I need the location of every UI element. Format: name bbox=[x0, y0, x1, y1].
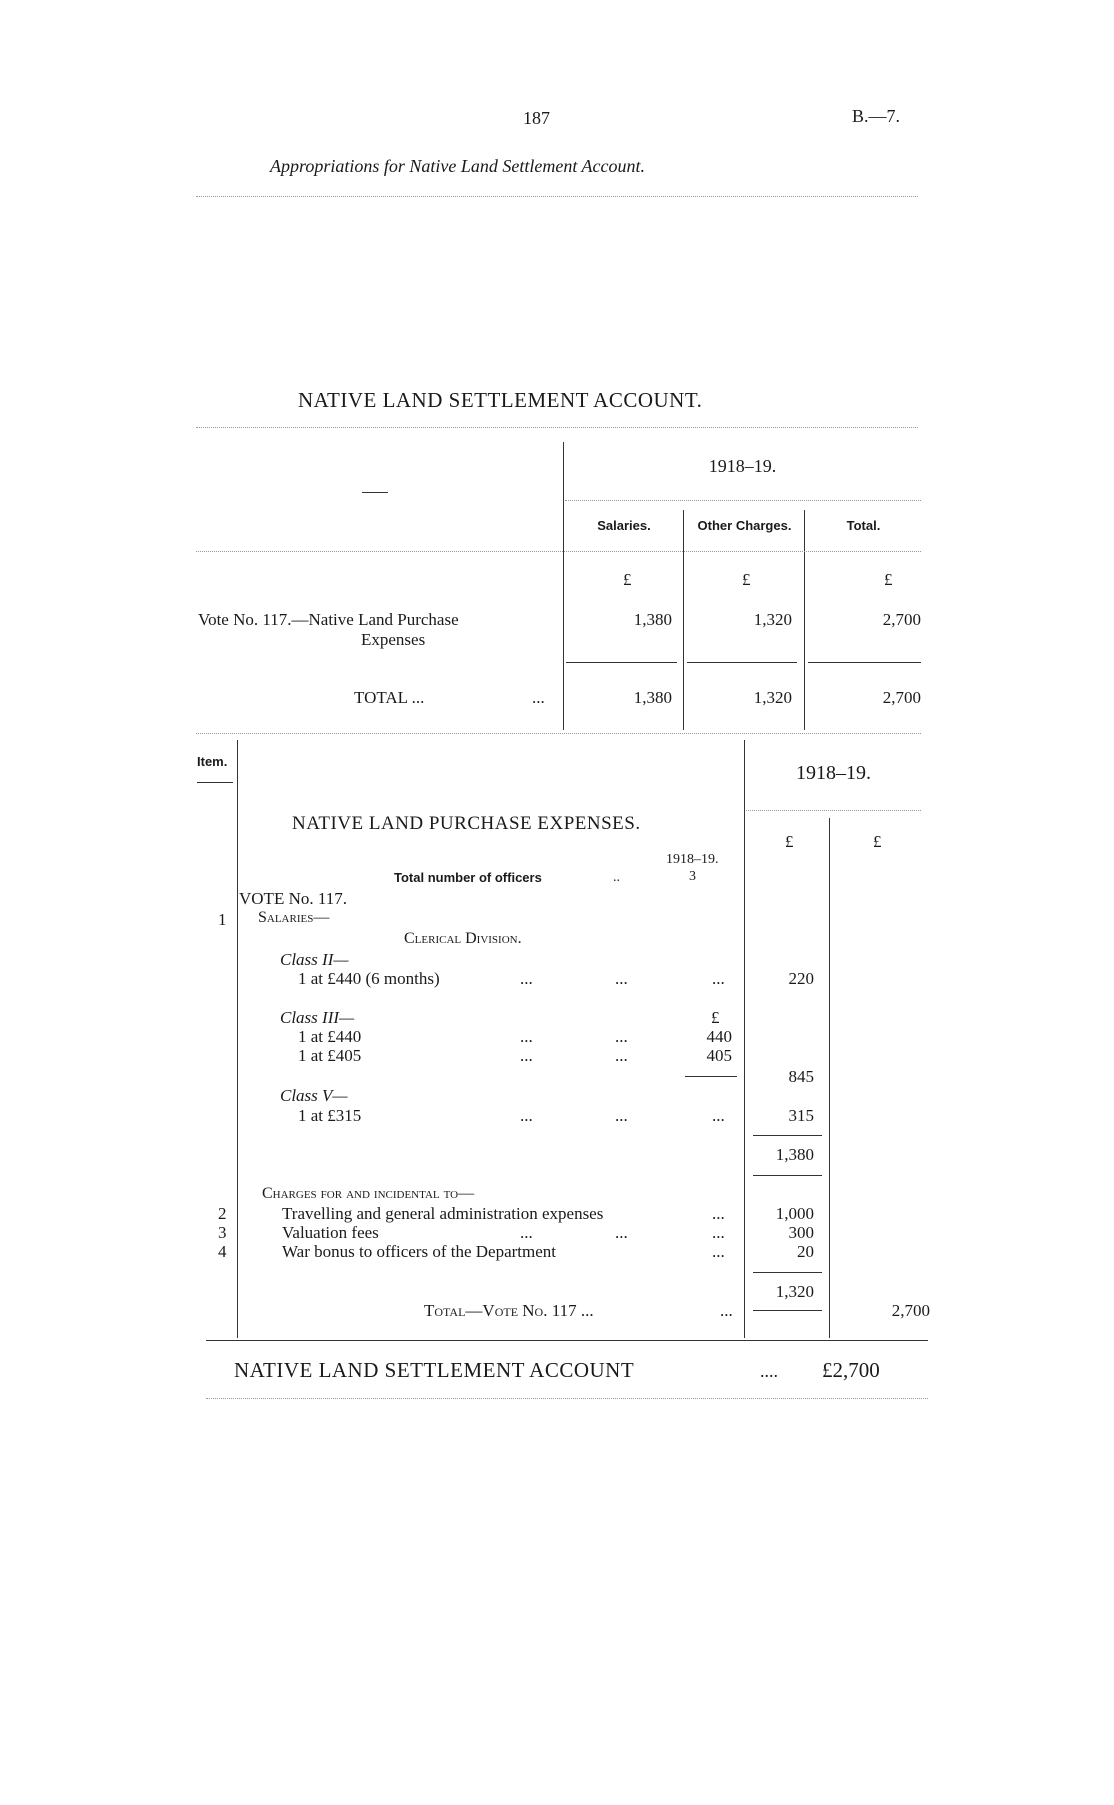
charge-war-bonus-value: 20 bbox=[797, 1242, 814, 1261]
class-5-value: 315 bbox=[788, 1106, 814, 1125]
item-number-3: 3 bbox=[218, 1223, 227, 1242]
class-3-label: Class III— bbox=[280, 1008, 355, 1027]
class-5-dots-3: ... bbox=[712, 1106, 725, 1125]
summary-total-label: TOTAL ... bbox=[354, 688, 425, 707]
vote-total-value: 2,700 bbox=[882, 610, 921, 629]
page-number: 187 bbox=[523, 108, 550, 128]
footer-account-label: NATIVE LAND SETTLEMENT ACCOUNT bbox=[234, 1358, 635, 1382]
vote-other-value: 1,320 bbox=[753, 610, 792, 629]
detail-pound-sign-1: £ bbox=[785, 832, 794, 851]
charge-valuation-dots-2: ... bbox=[615, 1223, 628, 1242]
summary-title: NATIVE LAND SETTLEMENT ACCOUNT. bbox=[298, 388, 703, 412]
class-2-value: 220 bbox=[788, 969, 814, 988]
salaries-total: 1,380 bbox=[775, 1145, 814, 1164]
amounts-column-divider bbox=[744, 740, 745, 1338]
class-5-line: 1 at £315 bbox=[298, 1106, 362, 1125]
class-3-total: 845 bbox=[788, 1067, 814, 1086]
division-heading: Clerical Division. bbox=[404, 930, 522, 947]
vote-salaries-value: 1,380 bbox=[633, 610, 672, 629]
detail-section-title: NATIVE LAND PURCHASE EXPENSES. bbox=[292, 813, 641, 834]
header-rule bbox=[196, 196, 918, 197]
charge-valuation-dots-3: ... bbox=[712, 1223, 725, 1242]
class-2-dots-2: ... bbox=[615, 969, 628, 988]
class-2-dots-3: ... bbox=[712, 969, 725, 988]
footer-dots: .... bbox=[760, 1361, 778, 1381]
salaries-total-underline bbox=[753, 1175, 822, 1176]
class-5-dots-1: ... bbox=[520, 1106, 533, 1125]
officers-label: Total number of officers bbox=[394, 870, 542, 885]
class-3-dots-1b: ... bbox=[615, 1027, 628, 1046]
summary-divider-other bbox=[804, 510, 805, 730]
officers-year: 1918–19. bbox=[666, 852, 719, 867]
item-number-4: 4 bbox=[218, 1242, 227, 1261]
class-5-label: Class V— bbox=[280, 1086, 348, 1105]
summary-header-rule bbox=[196, 551, 921, 552]
class-3-pound-sign: £ bbox=[711, 1008, 720, 1027]
footer-rule bbox=[206, 1398, 928, 1399]
document-reference: B.—7. bbox=[852, 106, 901, 126]
vote-grand-total: 2,700 bbox=[891, 1301, 930, 1320]
charges-heading: Charges for and incidental to— bbox=[262, 1185, 475, 1202]
salaries-heading: Salaries— bbox=[258, 909, 330, 926]
officers-count: 3 bbox=[689, 869, 696, 884]
detail-bottom-rule bbox=[206, 1340, 928, 1341]
column-header-other-charges: Other Charges. bbox=[697, 518, 792, 533]
detail-year-rule bbox=[746, 810, 921, 811]
summary-year-heading: 1918–19. bbox=[708, 456, 777, 476]
total-other-value: 1,320 bbox=[753, 688, 792, 707]
class-2-dots-1: ... bbox=[520, 969, 533, 988]
salaries-sum-rule-detail bbox=[753, 1135, 822, 1136]
charge-war-bonus-dots: ... bbox=[712, 1242, 725, 1261]
footer-amount: £2,700 bbox=[822, 1358, 880, 1382]
vote-label-line1: Vote No. 117.—Native Land Purchase bbox=[198, 610, 459, 629]
item-number-2: 2 bbox=[218, 1204, 227, 1223]
class-3-line-2: 1 at £405 bbox=[298, 1046, 362, 1065]
class-3-line-1: 1 at £440 bbox=[298, 1027, 362, 1046]
class-2-label: Class II— bbox=[280, 950, 349, 969]
charges-total-underline bbox=[753, 1310, 822, 1311]
item-number-1: 1 bbox=[218, 910, 227, 929]
vote-total-dots: ... bbox=[720, 1301, 733, 1320]
detail-pound-sign-2: £ bbox=[873, 832, 882, 851]
class-3-dots-2b: ... bbox=[615, 1046, 628, 1065]
vote-label-line2: Expenses bbox=[361, 630, 426, 649]
class-5-dots-2: ... bbox=[615, 1106, 628, 1125]
vote-total-label: Total—Vote No. 117 ... bbox=[424, 1301, 594, 1320]
salaries-sum-rule bbox=[566, 662, 677, 663]
summary-stub-dash bbox=[362, 492, 388, 493]
class-3-value-2: 405 bbox=[706, 1046, 732, 1065]
summary-column-divider bbox=[563, 442, 564, 730]
charge-war-bonus: War bonus to officers of the Department bbox=[282, 1242, 557, 1261]
officers-dots: .. bbox=[613, 870, 620, 885]
charge-valuation: Valuation fees bbox=[282, 1223, 379, 1242]
charges-total: 1,320 bbox=[775, 1282, 814, 1301]
class-2-line: 1 at £440 (6 months) bbox=[298, 969, 440, 988]
item-column-divider bbox=[237, 740, 238, 1338]
charge-travelling-value: 1,000 bbox=[775, 1204, 814, 1223]
running-title: Appropriations for Native Land Settlement Account. bbox=[270, 156, 645, 176]
summary-total-dots: ... bbox=[532, 688, 545, 707]
charge-valuation-value: 300 bbox=[788, 1223, 814, 1242]
charge-travelling-dots: ... bbox=[712, 1204, 725, 1223]
total-salaries-value: 1,380 bbox=[633, 688, 672, 707]
item-column-header: Item. bbox=[197, 754, 228, 769]
column-header-salaries: Salaries. bbox=[597, 518, 651, 533]
total-total-value: 2,700 bbox=[882, 688, 921, 707]
item-header-rule bbox=[197, 782, 233, 783]
class-3-sum-rule bbox=[685, 1076, 737, 1077]
pound-sign-salaries: £ bbox=[623, 570, 632, 589]
detail-year-heading: 1918–19. bbox=[796, 762, 871, 784]
pound-sign-other: £ bbox=[742, 570, 751, 589]
total-sum-rule bbox=[808, 662, 921, 663]
amounts-sub-divider bbox=[829, 818, 830, 1338]
column-header-total: Total. bbox=[846, 518, 881, 533]
summary-top-rule bbox=[196, 427, 918, 428]
vote-heading: VOTE No. 117. bbox=[239, 889, 347, 908]
charge-valuation-dots-1: ... bbox=[520, 1223, 533, 1242]
class-3-dots-2a: ... bbox=[520, 1046, 533, 1065]
summary-year-rule bbox=[565, 500, 921, 501]
charges-sum-rule bbox=[753, 1272, 822, 1273]
summary-bottom-rule bbox=[196, 733, 921, 734]
pound-sign-total: £ bbox=[884, 570, 893, 589]
summary-divider-salaries bbox=[683, 510, 684, 730]
charge-travelling: Travelling and general administration expenses bbox=[282, 1204, 604, 1223]
class-3-value-1: 440 bbox=[706, 1027, 732, 1046]
class-3-dots-1a: ... bbox=[520, 1027, 533, 1046]
other-sum-rule bbox=[687, 662, 797, 663]
